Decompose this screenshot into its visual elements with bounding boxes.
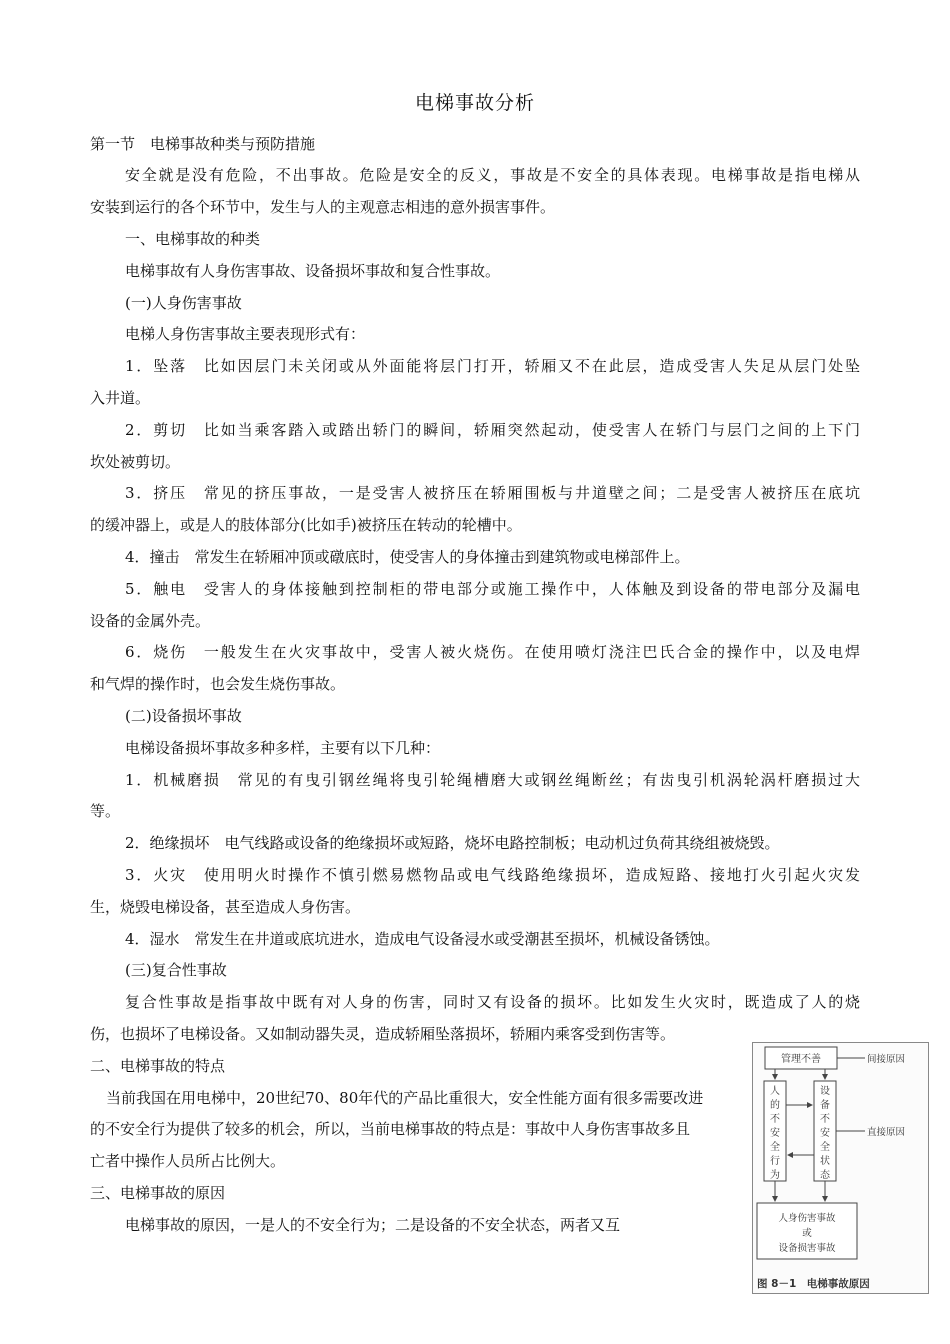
unsafe-condition-char: 安 [820,1128,830,1139]
unsafe-condition-char: 态 [820,1170,830,1181]
section-heading: 二、电梯事故的特点 [90,1057,226,1075]
paragraph-line: 5．触电 受害人的身体接触到控制柜的带电部分或施工操作中，人体触及到设备的带电部分及漏电 [125,580,860,598]
document-title: 电梯事故分析 [414,92,535,114]
paragraph-line: 电梯人身伤害事故主要表现形式有： [125,325,366,343]
paragraph-line: 的缓冲器上，或是人的肢体部分(比如手)被挤压在转动的轮槽中。 [90,516,522,534]
paragraph-line: 坎处被剪切。 [90,453,181,471]
unsafe-act-char: 安 [770,1128,780,1139]
direct-cause-label: 直接原因 [867,1127,906,1138]
paragraph-line: 和气焊的操作时，也会发生烧伤事故。 [90,675,346,693]
paragraph-line: 2．剪切 比如当乘客踏入或踏出轿门的瞬间，轿厢突然起动，使受害人在轿门与层门之间的上下门 [125,421,860,439]
paragraph-line: 复合性事故是指事故中既有对人身的伤害，同时又有设备的损坏。比如发生火灾时，既造成了人的烧 [125,993,860,1011]
paragraph-line: 亡者中操作人员所占比例大。 [90,1152,286,1170]
unsafe-condition-char: 备 [820,1100,830,1111]
cause-diagram-figure [752,1042,929,1294]
unsafe-condition-char: 状 [820,1156,830,1167]
subheading: (一)人身伤害事故 [125,294,242,312]
indirect-cause-label: 间接原因 [867,1054,906,1065]
unsafe-act-char: 全 [770,1142,780,1153]
unsafe-act-char: 人 [770,1086,780,1097]
accident-outcome-label: 设备损害事故 [778,1243,836,1254]
subheading: (三)复合性事故 [125,961,227,979]
paragraph-line: 当前我国在用电梯中，20世纪70、80年代的产品比重很大，安全性能方面有很多需要改进 [106,1089,704,1107]
subheading: 一、电梯事故的种类 [125,230,261,248]
paragraph-line: 6．烧伤 一般发生在火灾事故中，受害人被火烧伤。在使用喷灯浇注巴氏合金的操作中，以及电焊 [125,643,860,661]
accident-outcome-label: 人身伤害事故 [778,1213,836,1224]
subheading: (二)设备损坏事故 [125,707,242,725]
paragraph-line: 1．坠落 比如因层门未关闭或从外面能将层门打开，轿厢又不在此层，造成受害人失足从层门处坠 [125,357,860,375]
paragraph-line: 3．火灾 使用明火时操作不慎引燃易燃物品或电气线路绝缘损坏，造成短路、接地打火引起火灾发 [125,866,860,884]
paragraph-line: 设备的金属外壳。 [90,612,211,630]
management-box-label: 管理不善 [781,1054,821,1065]
paragraph-line: 安装到运行的各个环节中，发生与人的主观意志相违的意外损害事件。 [90,198,556,216]
paragraph-line: 入井道。 [90,389,151,407]
section-heading: 第一节 电梯事故种类与预防措施 [90,135,316,153]
unsafe-act-char: 的 [770,1100,780,1111]
paragraph-line: 4．湿水 常发生在井道或底坑进水，造成电气设备浸水或受潮甚至损坏，机械设备锈蚀。 [125,930,720,948]
unsafe-act-char: 不 [770,1114,780,1125]
section-heading: 三、电梯事故的原因 [90,1184,226,1202]
figure-caption: 图 8－1 电梯事故原因 [757,1278,870,1290]
paragraph-line: 等。 [90,802,121,820]
paragraph-line: 伤，也损坏了电梯设备。又如制动器失灵，造成轿厢坠落损坏，轿厢内乘客受到伤害等。 [90,1025,676,1043]
paragraph-line: 1．机械磨损 常见的有曳引钢丝绳将曳引轮绳槽磨大或钢丝绳断丝；有齿曳引机涡轮涡杆磨损过大 [125,771,860,789]
accident-outcome-label: 或 [802,1228,812,1239]
paragraph-line: 安全就是没有危险，不出事故。危险是安全的反义，事故是不安全的具体表现。电梯事故是指电梯从 [125,166,860,184]
unsafe-condition-char: 不 [820,1114,830,1125]
paragraph-line: 电梯设备损坏事故多种多样，主要有以下几种： [125,739,441,757]
cause-diagram [753,1043,928,1293]
unsafe-condition-char: 全 [820,1142,830,1153]
unsafe-condition-char: 设 [820,1086,830,1097]
paragraph-line: 4．撞击 常发生在轿厢冲顶或礅底时，使受害人的身体撞击到建筑物或电梯部件上。 [125,548,690,566]
paragraph-line: 的不安全行为提供了较多的机会，所以，当前电梯事故的特点是：事故中人身伤害事故多且 [90,1120,691,1138]
unsafe-act-char: 为 [770,1170,780,1181]
paragraph-line: 电梯事故有人身伤害事故、设备损坏事故和复合性事故。 [125,262,501,280]
unsafe-act-char: 行 [770,1156,780,1167]
paragraph-line: 2．绝缘损坏 电气线路或设备的绝缘损坏或短路，烧坏电路控制板；电动机过负荷其绕组被烧毁。 [125,834,780,852]
paragraph-line: 3．挤压 常见的挤压事故，一是受害人被挤压在轿厢围板与井道壁之间；二是受害人被挤压在底坑 [125,484,860,502]
paragraph-line: 生，烧毁电梯设备，甚至造成人身伤害。 [90,898,361,916]
paragraph-line: 电梯事故的原因，一是人的不安全行为；二是设备的不安全状态，两者又互 [125,1216,621,1234]
